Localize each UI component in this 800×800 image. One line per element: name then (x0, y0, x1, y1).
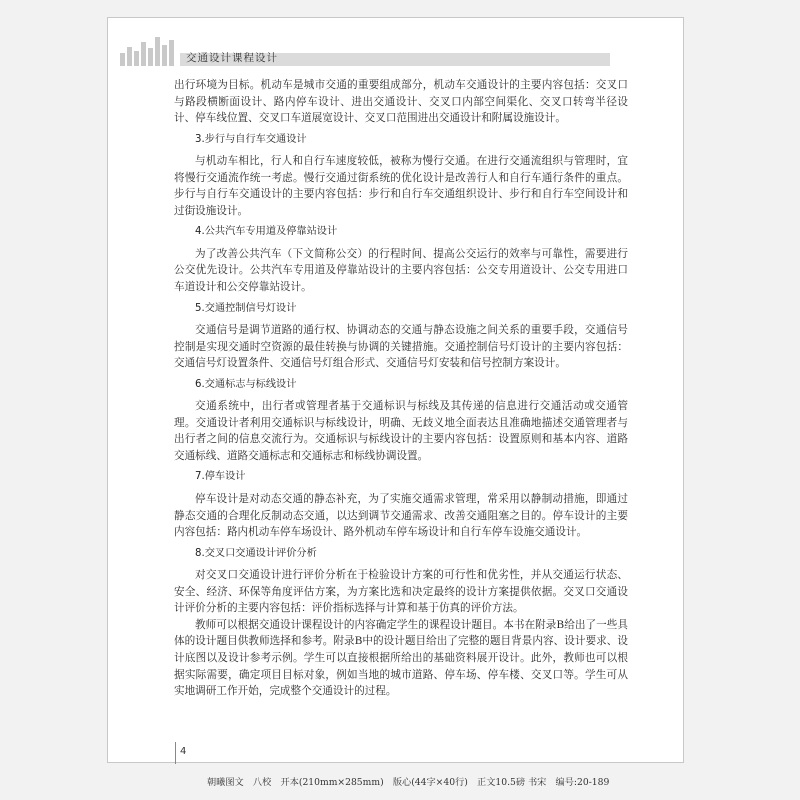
section-text-7: 停车设计是对动态交通的静态补充，为了实施交通需求管理，常采用以静制动措施，即通过静态交通的合理化反制动态交通，以达到调节交通需求、改善交通阻塞之目的。停车设计的主要内容包括：路内机动车停车场设计、路外机动车停车场设计和自行车停车设施交通设计。 (174, 493, 628, 539)
paragraph-intro: 出行环境为目标。机动车是城市交通的重要组成部分，机动车交通设计的主要内容包括：交叉口与路段横断面设计、路内停车设计、进出交通设计、交叉口内部空间渠化、交叉口转弯半径设计、停车线位置、交叉口车道展宽设计、交叉口范围进出交通设计和附属设施设计。 (174, 79, 628, 125)
section-text-4: 为了改善公共汽车（下文简称公交）的行程时间、提高公交运行的效率与可靠性，需要进行公交优先设计。公共汽车专用道及停靠站设计的主要内容包括：公交专用道设计、公交专用进口车道设计和公交停靠站设计。 (174, 247, 628, 294)
section-heading-4: 4.公共汽车专用道及停靠站设计 (195, 226, 338, 238)
section-text-5: 交通信号是调节道路的通行权、协调动态的交通与静态设施之间关系的重要手段，交通信号控制是实现交通时空资源的最佳转换与协调的关键措施。交通控制信号灯设计的主要内容包括：交通信号灯设置条件、交通信号灯组合形式、交通信号灯安装和信号控制方案设计。 (174, 324, 628, 370)
section-heading-7: 7.停车设计 (195, 471, 246, 483)
print-colophon: 朝曦图文 八校 开本(210mm×285mm) 版心(44字×40行) 正文10.5磅 书宋 编号:20-189 (207, 777, 610, 788)
section-text-8: 对交叉口交通设计进行评价分析在于检验设计方案的可行性和优劣性，并从交通运行状态、安全、经济、环保等角度评估方案，为方案比选和决定最终的设计方案提供依据。交叉口交通设计评价分析的主要内容包括：评价指标选择与计算和基于仿真的评价方法。 (174, 569, 628, 615)
section-heading-6: 6.交通标志与标线设计 (195, 378, 297, 390)
page-number: 4 (180, 746, 187, 757)
section-text-3: 与机动车相比，行人和自行车速度较低，被称为慢行交通。在进行交通流组织与管理时，宜将慢行交通流作统一考虑。慢行交通过街系统的优化设计是改善行人和自行车通行条件的重点。步行与自行车交通设计的主要内容包括：步行和自行车交通组织设计、步行和自行车空间设计和过街设施设计。 (174, 155, 628, 217)
running-header (120, 36, 610, 66)
footer-rule (175, 742, 176, 764)
section-heading-3: 3.步行与自行车交通设计 (195, 133, 307, 145)
header-bars-decoration (120, 36, 180, 66)
section-heading-5: 5.交通控制信号灯设计 (195, 302, 297, 314)
paragraph-final: 教师可以根据交通设计课程设计的内容确定学生的课程设计题目。本书在附录B给出了一些具体的设计题目供教师选择和参考。附录B中的设计题目给出了完整的题目背景内容、设计要求、设计底图以及设计参考示例。学生可以直接根据所给出的基础资料展开设计。此外，教师也可以根据实际需要，确定项目目标对象，例如当地的城市道路、停车场、停车楼、交叉口等。学生可从实地调研工作开始，完成整个交通设计的过程。 (174, 618, 628, 698)
header-title: 交通设计课程设计 (186, 52, 278, 64)
section-text-6: 交通系统中，出行者或管理者基于交通标识与标线及其传递的信息进行交通活动或交通管理。交通设计者利用交通标识与标线设计，明确、无歧义地全面表达且准确地描述交通管理者与出行者之间的信息交流行为。交通标识与标线设计的主要内容包括：设置原则和基本内容、道路交通标线、道路交通标志和交通标志和标线协调设置。 (174, 400, 628, 462)
section-heading-8: 8.交叉口交通设计评价分析 (195, 547, 317, 559)
body-text (174, 77, 628, 700)
